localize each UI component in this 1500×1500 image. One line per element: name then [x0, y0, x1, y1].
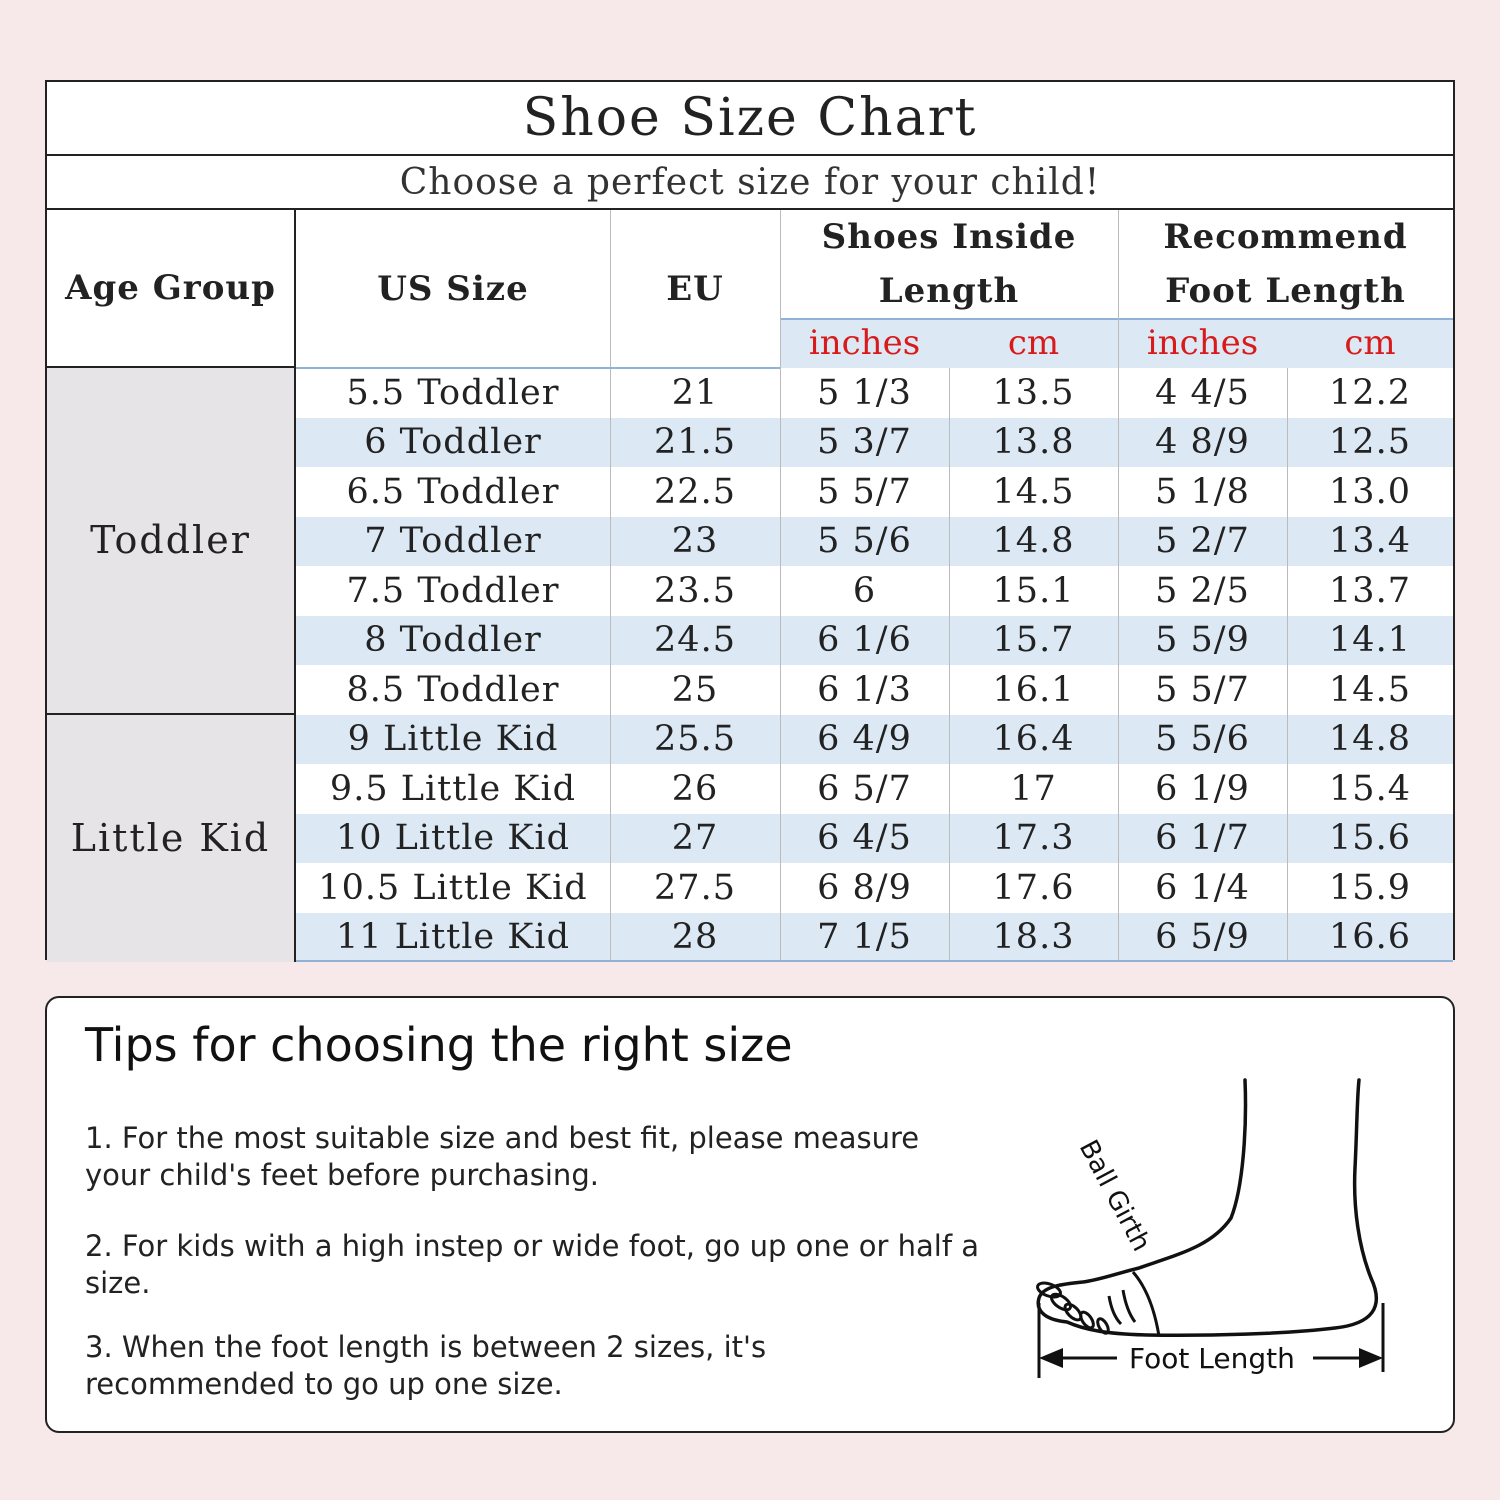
- eu-size-cell: 23: [671, 521, 719, 562]
- foot-inches-cell: 5 5/9: [1155, 620, 1250, 661]
- inside-cm-cell: 14.8: [992, 521, 1075, 562]
- foot-inches-cell: 4 4/5: [1155, 372, 1250, 413]
- column-divider: [1287, 368, 1288, 962]
- foot-inches-cell: 5 5/7: [1155, 669, 1250, 710]
- unit-cm-foot: cm: [1344, 323, 1396, 363]
- foot-inches-cell: 5 1/8: [1155, 471, 1250, 512]
- unit-inches-foot: inches: [1146, 323, 1259, 363]
- us-size-cell: 10.5 Little Kid: [318, 867, 588, 908]
- column-divider: [780, 210, 781, 962]
- eu-size-cell: 21.5: [654, 422, 736, 463]
- chart-title: Shoe Size Chart: [47, 82, 1453, 156]
- foot-inches-cell: 6 1/7: [1155, 818, 1250, 859]
- inside-inches-cell: 5 5/6: [817, 521, 912, 562]
- us-size-cell: 5.5 Toddler: [346, 372, 560, 413]
- us-size-cell: 7 Toddler: [364, 521, 542, 562]
- foot-length-label: Foot Length: [1129, 1342, 1295, 1375]
- inside-cm-cell: 15.1: [992, 570, 1075, 611]
- foot-inches-cell: 6 1/4: [1155, 867, 1250, 908]
- eu-size-cell: 27: [671, 818, 719, 859]
- tips-panel: [45, 996, 1455, 1433]
- header-eu: EU: [666, 268, 724, 309]
- eu-size-cell: 23.5: [654, 570, 736, 611]
- eu-size-cell: 21: [671, 372, 719, 413]
- us-size-cell: 9.5 Little Kid: [329, 768, 577, 809]
- inside-inches-cell: 6 8/9: [817, 867, 912, 908]
- foot-cm-cell: 13.0: [1329, 471, 1411, 512]
- foot-cm-cell: 14.5: [1329, 669, 1411, 710]
- tip-2: 2. For kids with a high instep or wide foot, go up one or half a size.: [85, 1229, 980, 1300]
- foot-cm-cell: 14.1: [1329, 620, 1411, 661]
- foot-inches-cell: 5 5/6: [1155, 719, 1250, 760]
- foot-measure-diagram: [1007, 1068, 1427, 1408]
- inside-inches-cell: 5 1/3: [817, 372, 912, 413]
- eu-size-cell: 25.5: [654, 719, 736, 760]
- foot-cm-cell: 12.2: [1329, 372, 1411, 413]
- unit-cm-inside: cm: [1007, 323, 1060, 363]
- foot-inches-cell: 5 2/7: [1155, 521, 1250, 562]
- ball-girth-band: [1133, 1272, 1159, 1336]
- inside-cm-cell: 13.5: [992, 372, 1075, 413]
- us-size-cell: 7.5 Toddler: [346, 570, 560, 611]
- us-size-cell: 10 Little Kid: [335, 818, 570, 859]
- foot-cm-cell: 14.8: [1329, 719, 1411, 760]
- inside-cm-cell: 17.3: [992, 818, 1075, 859]
- inside-inches-cell: 7 1/5: [817, 917, 912, 958]
- unit-inches-inside: inches: [808, 323, 921, 363]
- inside-cm-cell: 13.8: [992, 422, 1075, 463]
- foot-cm-cell: 15.4: [1329, 768, 1411, 809]
- arrow-right-icon: [1359, 1348, 1383, 1368]
- header-foot-length: Recommend Foot Length: [1163, 216, 1408, 311]
- header-us-size: US Size: [377, 268, 529, 309]
- foot-cm-cell: 12.5: [1329, 422, 1411, 463]
- inside-inches-cell: 6 1/3: [817, 669, 912, 710]
- foot-cm-cell: 15.9: [1329, 867, 1411, 908]
- header-age-group: Age Group: [47, 210, 296, 368]
- inside-inches-cell: 5 3/7: [817, 422, 912, 463]
- us-size-cell: 11 Little Kid: [335, 917, 570, 958]
- ball-girth-label: Ball Girth: [1072, 1135, 1157, 1257]
- foot-cm-cell: 13.7: [1329, 570, 1411, 611]
- foot-cm-cell: 13.4: [1329, 521, 1411, 562]
- column-divider: [1118, 210, 1119, 962]
- inside-inches-cell: 6 4/5: [817, 818, 912, 859]
- table-bottom-line: [296, 960, 1453, 962]
- foot-inches-cell: 5 2/5: [1155, 570, 1250, 611]
- header-divider: [296, 367, 780, 369]
- foot-inches-cell: 6 5/9: [1155, 917, 1250, 958]
- eu-size-cell: 22.5: [654, 471, 736, 512]
- inside-cm-cell: 14.5: [992, 471, 1075, 512]
- inside-cm-cell: 15.7: [992, 620, 1075, 661]
- foot-inches-cell: 6 1/9: [1155, 768, 1250, 809]
- foot-cm-cell: 15.6: [1329, 818, 1411, 859]
- foot-outline: [1038, 1080, 1376, 1335]
- age-group-cell: Little Kid: [47, 715, 296, 963]
- inside-inches-cell: 6 4/9: [817, 719, 912, 760]
- eu-size-cell: 27.5: [654, 867, 736, 908]
- us-size-cell: 8.5 Toddler: [346, 669, 560, 710]
- foot-inches-cell: 4 8/9: [1155, 422, 1250, 463]
- inside-cm-cell: 17: [1010, 768, 1057, 809]
- tip-3: 3. When the foot length is between 2 sizes, it's recommended to go up one size.: [85, 1330, 767, 1401]
- foot-cm-cell: 16.6: [1329, 917, 1411, 958]
- tip-1: 1. For the most suitable size and best fit, please measure your child's feet before purchasing.: [85, 1121, 920, 1192]
- eu-size-cell: 25: [671, 669, 719, 710]
- inside-cm-cell: 17.6: [992, 867, 1075, 908]
- inside-inches-cell: 6 1/6: [817, 620, 912, 661]
- us-size-cell: 9 Little Kid: [347, 719, 559, 760]
- size-chart-table: [45, 80, 1455, 960]
- inside-inches-cell: 6: [852, 570, 877, 611]
- inside-inches-cell: 6 5/7: [817, 768, 912, 809]
- eu-size-cell: 24.5: [654, 620, 736, 661]
- inside-cm-cell: 16.1: [992, 669, 1075, 710]
- eu-size-cell: 26: [671, 768, 719, 809]
- eu-size-cell: 28: [671, 917, 719, 958]
- inside-inches-cell: 5 5/7: [817, 471, 912, 512]
- age-group-cell: Toddler: [47, 368, 296, 715]
- us-size-cell: 6.5 Toddler: [346, 471, 560, 512]
- inside-cm-cell: 16.4: [992, 719, 1075, 760]
- header-inside-length: Shoes Inside Length: [821, 216, 1077, 311]
- inside-cm-cell: 18.3: [992, 917, 1075, 958]
- arrow-left-icon: [1039, 1348, 1063, 1368]
- us-size-cell: 6 Toddler: [364, 422, 542, 463]
- us-size-cell: 8 Toddler: [364, 620, 542, 661]
- tips-title: Tips for choosing the right size: [85, 1018, 793, 1072]
- column-divider: [610, 210, 611, 962]
- chart-subtitle: Choose a perfect size for your child!: [47, 156, 1453, 210]
- column-divider: [949, 368, 950, 962]
